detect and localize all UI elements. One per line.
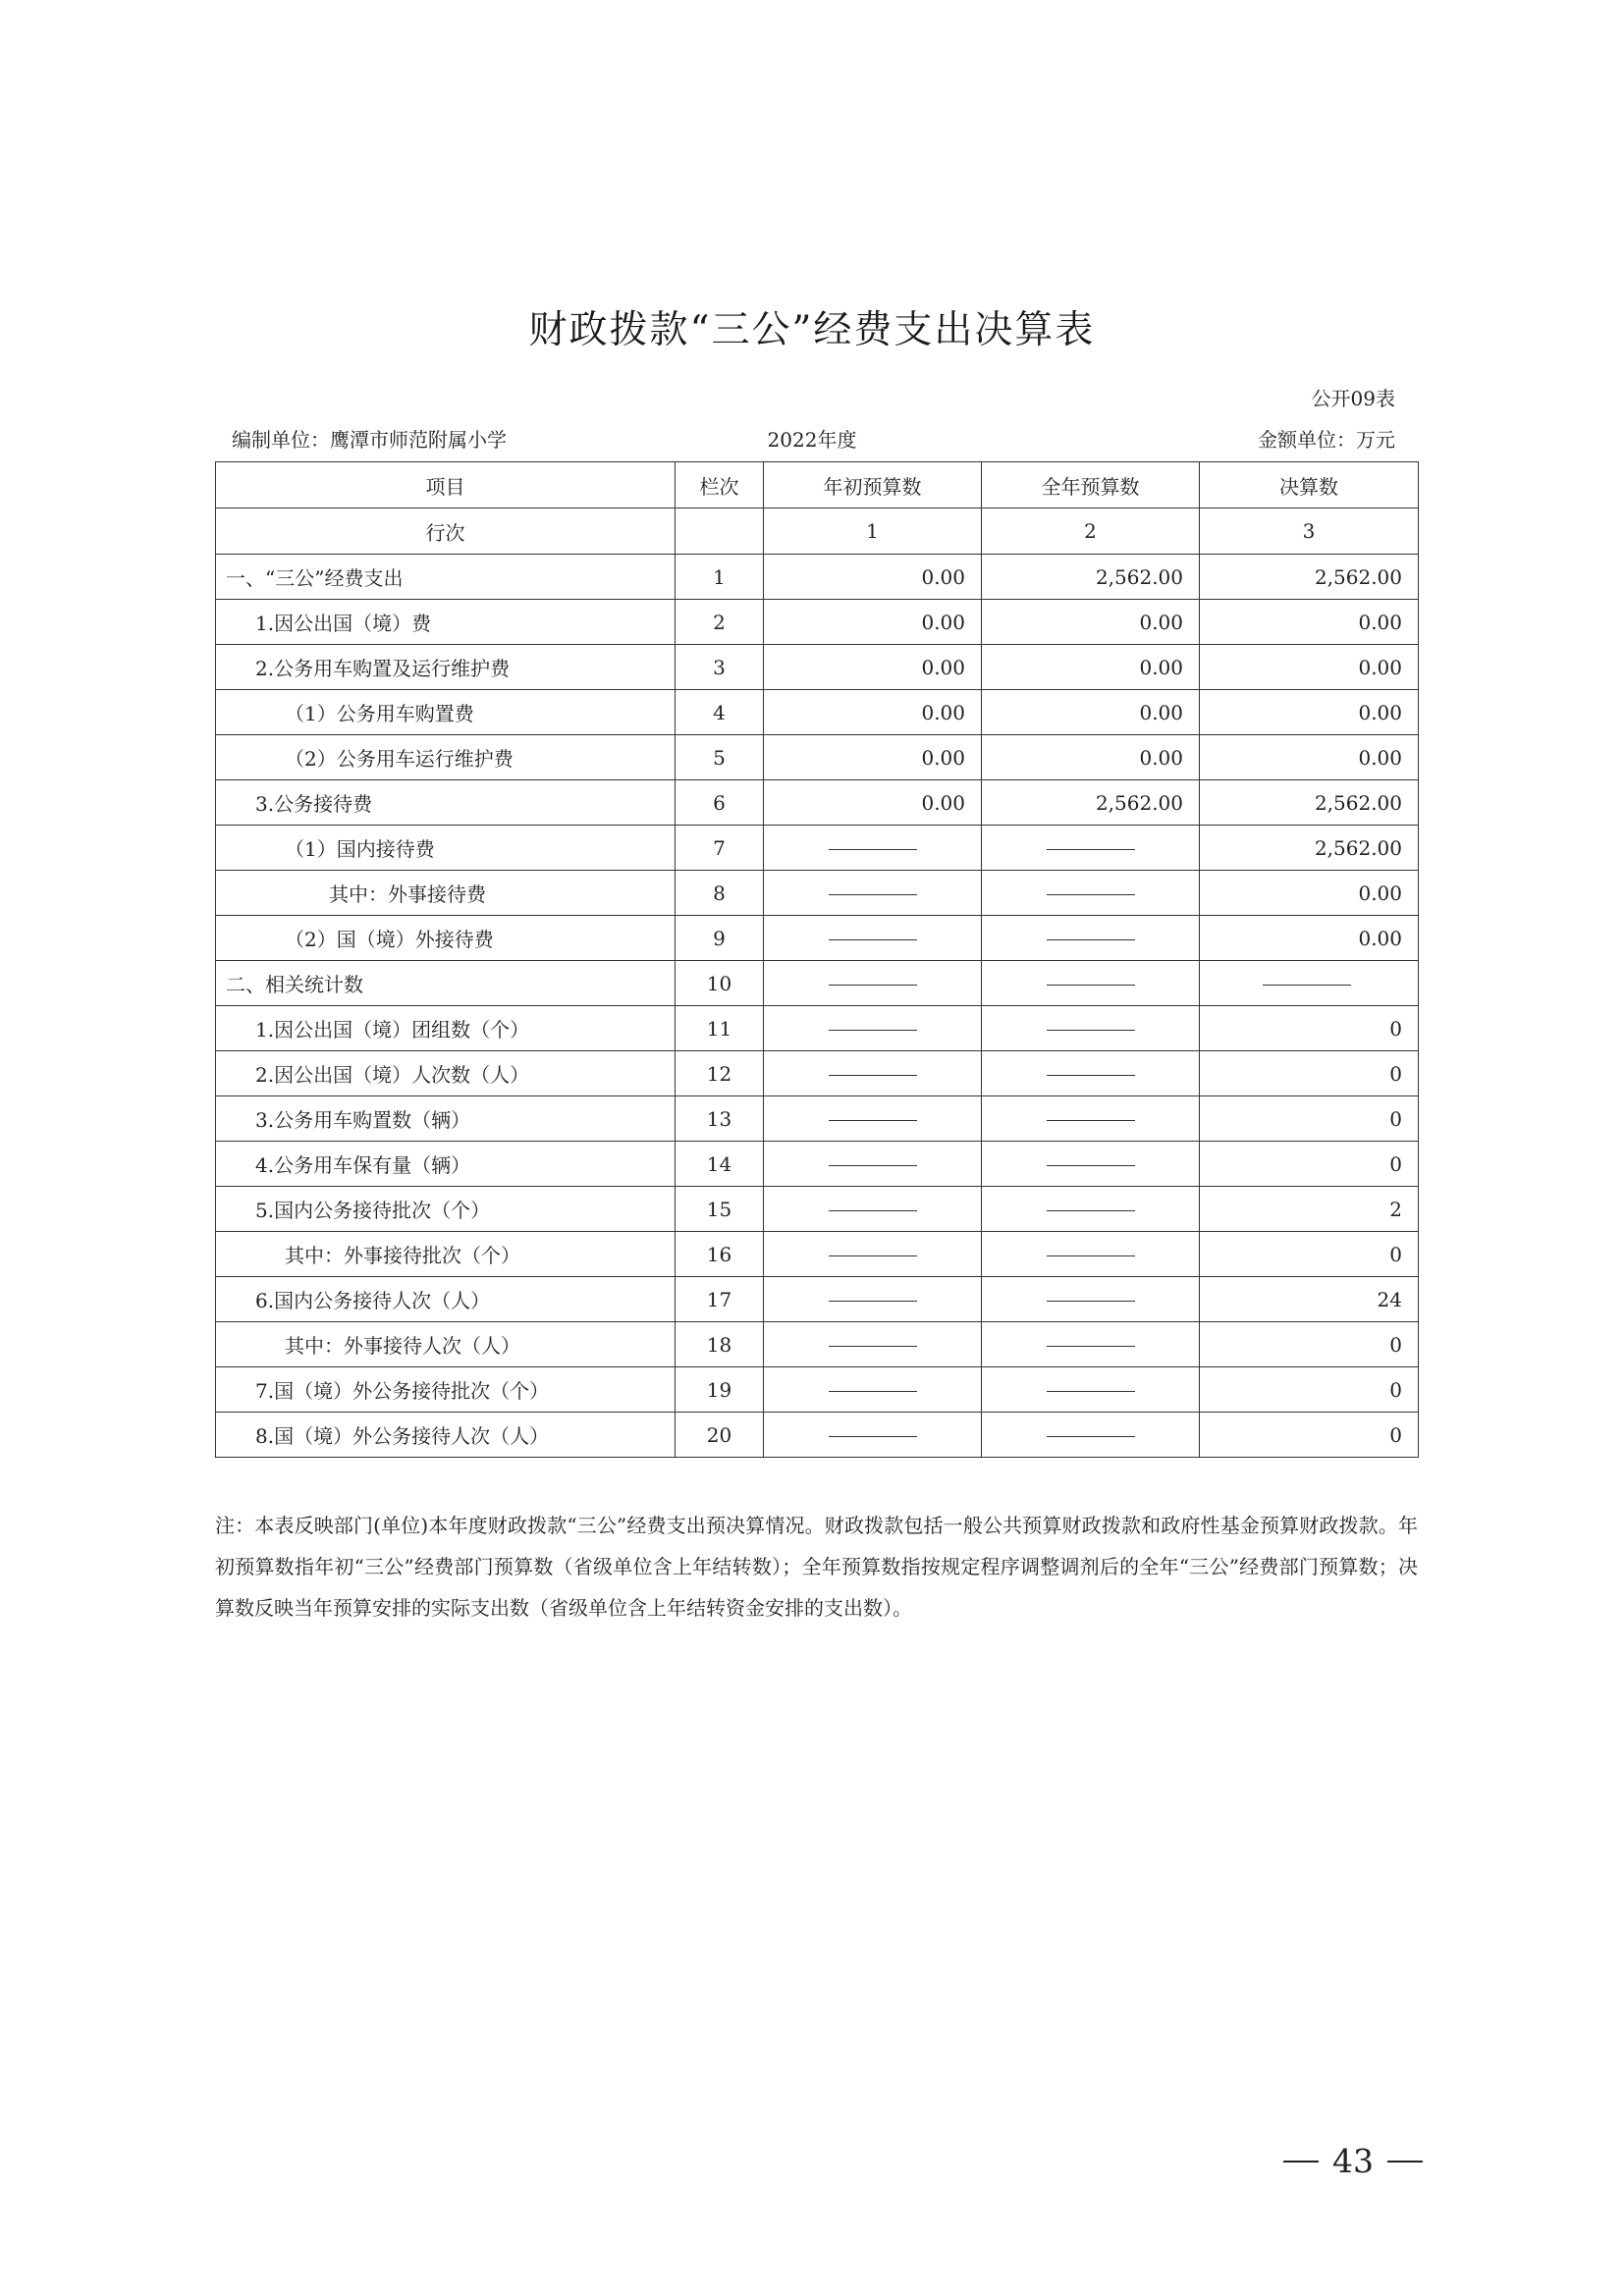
row-number: 17 (676, 1277, 764, 1322)
not-applicable-cell (982, 1322, 1200, 1367)
row-label: （1）国内接待费 (216, 826, 676, 871)
not-applicable-cell (764, 1367, 982, 1413)
column-header: 决算数 (1200, 462, 1419, 508)
value-cell: 2,562.00 (1200, 780, 1419, 826)
table-row (216, 1051, 1419, 1096)
column-header: 全年预算数 (982, 462, 1200, 508)
value-cell: 24 (1200, 1277, 1419, 1322)
column-header: 栏次 (676, 462, 764, 508)
row-number: 15 (676, 1187, 764, 1232)
value-cell: 0.00 (764, 555, 982, 600)
not-applicable-cell (982, 961, 1200, 1006)
index-row (216, 508, 1419, 555)
row-label: 2.因公出国（境）人次数（人） (216, 1051, 676, 1096)
row-label: 1.因公出国（境）团组数（个） (216, 1006, 676, 1051)
row-number: 19 (676, 1367, 764, 1413)
dash-mark (829, 849, 917, 850)
row-label: 其中：外事接待人次（人） (216, 1322, 676, 1367)
row-label: 4.公务用车保有量（辆） (216, 1142, 676, 1187)
dash-mark (829, 1030, 917, 1031)
table-row (216, 1322, 1419, 1367)
row-label: 7.国（境）外公务接待批次（个） (216, 1367, 676, 1413)
value-cell: 0.00 (982, 645, 1200, 690)
index-cell: 3 (1200, 508, 1419, 555)
not-applicable-cell (982, 1006, 1200, 1051)
dash-mark (1047, 1075, 1135, 1076)
value-cell: 2,562.00 (1200, 555, 1419, 600)
table-row (216, 1142, 1419, 1187)
not-applicable-cell (764, 1006, 982, 1051)
value-cell: 2,562.00 (982, 555, 1200, 600)
row-label: 其中：外事接待批次（个） (216, 1232, 676, 1277)
expenditure-table (215, 461, 1419, 1458)
not-applicable-cell (982, 1277, 1200, 1322)
value-cell: 0 (1200, 1413, 1419, 1458)
row-number: 3 (676, 645, 764, 690)
row-label: 其中：外事接待费 (216, 871, 676, 916)
table-row (216, 735, 1419, 780)
value-cell: 0.00 (982, 735, 1200, 780)
table-row (216, 961, 1419, 1006)
value-cell: 0 (1200, 1142, 1419, 1187)
dash-mark (1047, 985, 1135, 986)
value-cell: 2 (1200, 1187, 1419, 1232)
dash-mark (829, 1120, 917, 1121)
table-row (216, 780, 1419, 826)
row-number: 1 (676, 555, 764, 600)
not-applicable-cell (1200, 961, 1419, 1006)
table-row (216, 555, 1419, 600)
dash-decoration (1283, 2161, 1319, 2163)
dash-mark (829, 1391, 917, 1392)
table-row (216, 1187, 1419, 1232)
row-label: 2.公务用车购置及运行维护费 (216, 645, 676, 690)
value-cell: 0.00 (1200, 645, 1419, 690)
table-row (216, 871, 1419, 916)
value-cell: 0.00 (1200, 871, 1419, 916)
dash-mark (1047, 1346, 1135, 1347)
table-row (216, 1006, 1419, 1051)
row-number: 9 (676, 916, 764, 961)
column-header: 年初预算数 (764, 462, 982, 508)
page-number-value: 43 (1332, 2142, 1374, 2180)
page-title: 财政拨款“三公”经费支出决算表 (528, 308, 1096, 352)
row-number: 13 (676, 1096, 764, 1142)
dash-mark (1047, 1030, 1135, 1031)
not-applicable-cell (764, 1051, 982, 1096)
not-applicable-cell (982, 1187, 1200, 1232)
not-applicable-cell (982, 1232, 1200, 1277)
dash-mark (1047, 1301, 1135, 1302)
not-applicable-cell (982, 1413, 1200, 1458)
index-cell: 行次 (216, 508, 676, 555)
row-number: 20 (676, 1413, 764, 1458)
dash-mark (1047, 939, 1135, 940)
dash-mark (829, 1255, 917, 1256)
row-number: 18 (676, 1322, 764, 1367)
value-cell: 0 (1200, 1322, 1419, 1367)
row-number: 2 (676, 600, 764, 645)
table-row (216, 826, 1419, 871)
value-cell: 0.00 (982, 690, 1200, 735)
not-applicable-cell (764, 1413, 982, 1458)
row-label: 一、“三公”经费支出 (216, 555, 676, 600)
not-applicable-cell (764, 1142, 982, 1187)
dash-mark (829, 1075, 917, 1076)
dash-mark (1047, 1210, 1135, 1211)
value-cell: 0.00 (764, 600, 982, 645)
fiscal-year: 2022年度 (767, 428, 857, 452)
row-label: 1.因公出国（境）费 (216, 600, 676, 645)
row-number: 6 (676, 780, 764, 826)
value-cell: 0 (1200, 1006, 1419, 1051)
value-cell: 0.00 (764, 780, 982, 826)
row-number: 8 (676, 871, 764, 916)
index-cell: 1 (764, 508, 982, 555)
value-cell: 0.00 (1200, 735, 1419, 780)
value-cell: 0 (1200, 1367, 1419, 1413)
row-number: 5 (676, 735, 764, 780)
row-label: 6.国内公务接待人次（人） (216, 1277, 676, 1322)
form-number: 公开09表 (1311, 387, 1395, 410)
value-cell: 0.00 (1200, 916, 1419, 961)
dash-mark (1263, 985, 1351, 986)
row-number: 11 (676, 1006, 764, 1051)
value-cell: 0.00 (764, 735, 982, 780)
table-row (216, 916, 1419, 961)
dash-decoration (1387, 2161, 1423, 2163)
value-cell: 0.00 (1200, 690, 1419, 735)
value-cell: 0 (1200, 1232, 1419, 1277)
not-applicable-cell (764, 871, 982, 916)
dash-mark (829, 894, 917, 895)
value-cell: 0.00 (764, 645, 982, 690)
value-cell: 0.00 (1200, 600, 1419, 645)
dash-mark (1047, 1391, 1135, 1392)
table-row (216, 1413, 1419, 1458)
dash-mark (1047, 1255, 1135, 1256)
not-applicable-cell (982, 1367, 1200, 1413)
not-applicable-cell (764, 916, 982, 961)
dash-mark (829, 1301, 917, 1302)
table-row (216, 1096, 1419, 1142)
currency-unit: 金额单位：万元 (1258, 428, 1395, 452)
not-applicable-cell (982, 826, 1200, 871)
footnote: 注：本表反映部门(单位)本年度财政拨款“三公”经费支出预决算情况。财政拨款包括一般公共预算财政拨款和政府性基金预算财政拨款。年初预算数指年初“三公”经费部门预算数（省级单位含上年结转数）；全年预算数指按规定程序调整调剂后的全年“三公”经费部门预算数；决算数反映当年预算安排的实际支出数（省级单位含上年结转资金安排的支出数）。 (215, 1514, 1418, 1620)
not-applicable-cell (764, 1322, 982, 1367)
table-row (216, 690, 1419, 735)
dash-mark (1047, 1436, 1135, 1437)
value-cell: 2,562.00 (1200, 826, 1419, 871)
dash-mark (1047, 894, 1135, 895)
dash-mark (829, 985, 917, 986)
dash-mark (829, 1346, 917, 1347)
row-label: （1）公务用车购置费 (216, 690, 676, 735)
table-row (216, 1367, 1419, 1413)
not-applicable-cell (764, 1232, 982, 1277)
row-label: 二、相关统计数 (216, 961, 676, 1006)
row-label: （2）国（境）外接待费 (216, 916, 676, 961)
dash-mark (829, 1436, 917, 1437)
row-label: 3.公务接待费 (216, 780, 676, 826)
row-label: （2）公务用车运行维护费 (216, 735, 676, 780)
value-cell: 0 (1200, 1051, 1419, 1096)
row-number: 12 (676, 1051, 764, 1096)
table-row (216, 645, 1419, 690)
not-applicable-cell (764, 1187, 982, 1232)
index-cell: 2 (982, 508, 1200, 555)
value-cell: 0 (1200, 1096, 1419, 1142)
dash-mark (829, 1210, 917, 1211)
row-number: 14 (676, 1142, 764, 1187)
value-cell: 0.00 (764, 690, 982, 735)
row-label: 8.国（境）外公务接待人次（人） (216, 1413, 676, 1458)
column-header: 项目 (216, 462, 676, 508)
header-row (216, 462, 1419, 508)
table-row (216, 600, 1419, 645)
not-applicable-cell (764, 1096, 982, 1142)
row-number: 7 (676, 826, 764, 871)
not-applicable-cell (982, 1096, 1200, 1142)
row-number: 16 (676, 1232, 764, 1277)
not-applicable-cell (982, 871, 1200, 916)
value-cell: 2,562.00 (982, 780, 1200, 826)
dash-mark (829, 939, 917, 940)
not-applicable-cell (764, 826, 982, 871)
dash-mark (1047, 1165, 1135, 1166)
not-applicable-cell (982, 1142, 1200, 1187)
page-number (1283, 2142, 1423, 2180)
not-applicable-cell (764, 961, 982, 1006)
row-label: 3.公务用车购置数（辆） (216, 1096, 676, 1142)
table-row (216, 1277, 1419, 1322)
not-applicable-cell (982, 916, 1200, 961)
dash-mark (829, 1165, 917, 1166)
dash-mark (1047, 1120, 1135, 1121)
row-label: 5.国内公务接待批次（个） (216, 1187, 676, 1232)
row-number: 4 (676, 690, 764, 735)
compiling-unit: 编制单位：鹰潭市师范附属小学 (232, 428, 507, 452)
not-applicable-cell (982, 1051, 1200, 1096)
dash-mark (1047, 849, 1135, 850)
not-applicable-cell (764, 1277, 982, 1322)
row-number: 10 (676, 961, 764, 1006)
value-cell: 0.00 (982, 600, 1200, 645)
table-row (216, 1232, 1419, 1277)
index-cell (676, 508, 764, 555)
